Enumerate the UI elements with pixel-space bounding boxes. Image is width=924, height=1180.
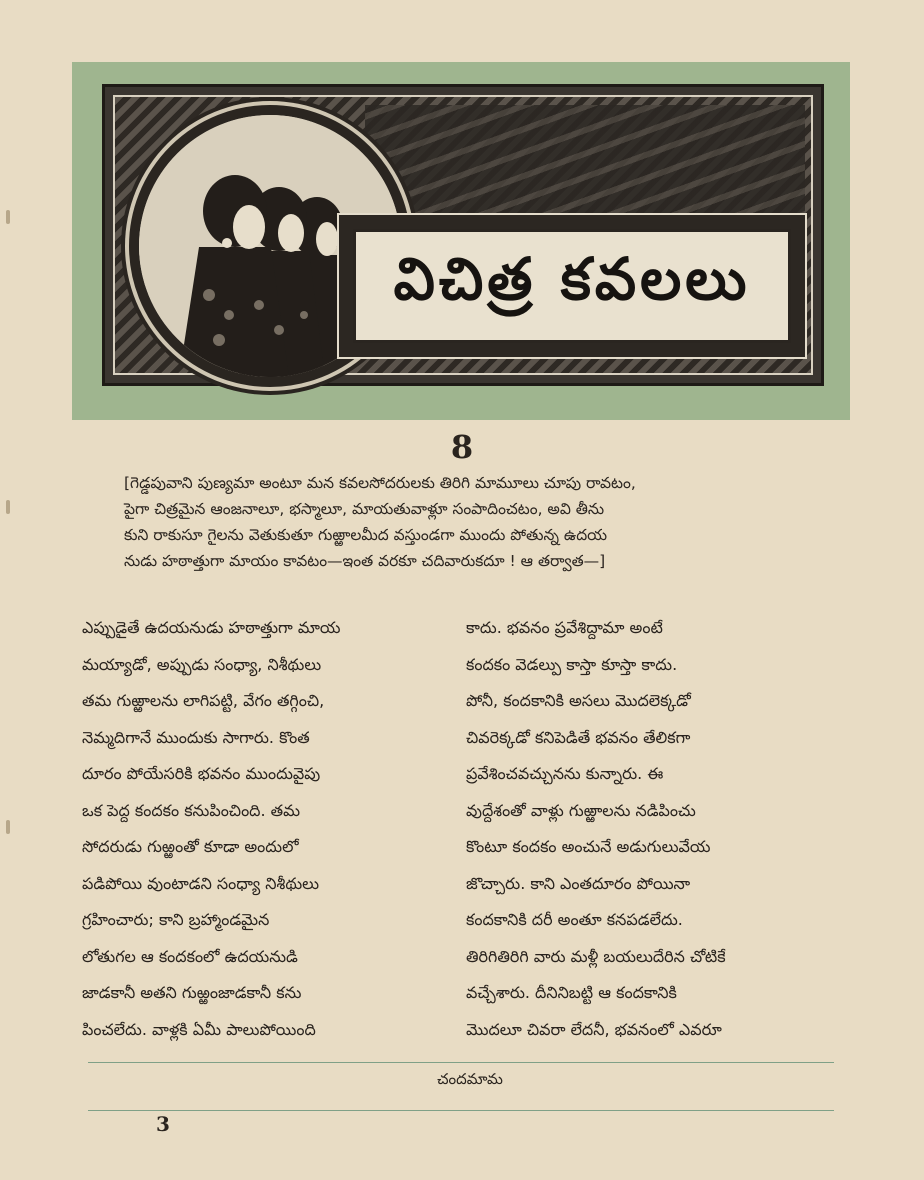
- footer-rule-bottom: [88, 1110, 834, 1111]
- text-line: దూరం పోయేసరికి భవనం ముందువైపు: [82, 764, 321, 783]
- text-line: లోతుగల ఆ కందకంలో ఉదయనుడి: [82, 946, 298, 966]
- text-line: వచ్చేశారు. దీనినిబట్టి ఆ కందకానికి: [466, 983, 677, 1002]
- right-column: [466, 610, 844, 1048]
- text-line: నెమ్మదిగానే ముందుకు సాగారు. కొంత: [82, 727, 310, 747]
- title-panel: [353, 229, 791, 343]
- summary-line: నుడు హఠాత్తుగా మాయం కావటం—ఇంత వరకూ చదివారుకదూ ! ఆ తర్వాత—]: [124, 552, 606, 570]
- page-number: 3: [156, 1112, 170, 1136]
- previous-summary: [124, 470, 824, 574]
- header-banner: [72, 62, 850, 420]
- text-line: కొంటూ కందకం అంచునే అడుగులువేయ: [466, 837, 711, 856]
- banner-frame: [102, 84, 824, 386]
- magazine-name: చందమామ: [437, 1070, 503, 1088]
- binding-mark: [6, 500, 10, 514]
- text-line: మొదలూ చివరా లేదనీ, భవనంలో ఎవరూ: [466, 1019, 722, 1039]
- story-title: విచిత్ర కవలలు: [393, 244, 751, 313]
- binding-mark: [6, 210, 10, 224]
- footer-rule-top: [88, 1062, 834, 1063]
- summary-line: [గెడ్డపువాని పుణ్యమా అంటూ మన కవలసోదరులకు తిరిగి మామూలు చూపు రావటం,: [124, 474, 636, 492]
- text-line: కందకం వెడల్పు కాస్తా కూస్తా కాదు.: [466, 654, 678, 674]
- binding-mark: [6, 820, 10, 834]
- text-line: చివరెక్కడో కనిపెడితే భవనం తేలికగా: [466, 727, 691, 747]
- text-line: జాడకానీ అతని గుఱ్ఱంజాడకానీ కను: [82, 983, 302, 1002]
- text-line: కందకానికి దరీ అంతూ కనపడలేదు.: [466, 910, 683, 929]
- text-line: తమ గుఱ్ఱాలను లాగిపట్టి, వేగం తగ్గించి,: [82, 691, 325, 710]
- summary-line: కుని రాకుసూ గైలను వెతుకుతూ గుఱ్ఱాలమీద వస్తుండగా ముందు పోతున్న ఉదయ: [124, 526, 608, 544]
- text-line: ఒక పెద్ద కందకం కనుపించింది. తమ: [82, 800, 301, 820]
- text-line: ప్రవేశించవచ్చునను కున్నారు. ఈ: [466, 764, 664, 783]
- text-line: గ్రహించారు; కాని బ్రహ్మాండమైన: [82, 910, 270, 929]
- text-line: పించలేదు. వాళ్లకి ఏమీ పాలుపోయింది: [82, 1019, 316, 1039]
- text-line: ఎప్పుడైతే ఉదయనుడు హఠాత్తుగా మాయ: [82, 618, 341, 637]
- text-line: జొచ్చారు. కాని ఎంతదూరం పోయినా: [466, 873, 691, 893]
- text-line: సోదరుడు గుఱ్ఱంతో కూడా అందులో: [82, 837, 299, 856]
- text-line: తిరిగితిరిగి వారు మళ్లీ బయలుదేరిన చోటికే: [466, 946, 726, 966]
- left-column: [82, 610, 460, 1048]
- text-line: పడిపోయి వుంటాడని సంధ్యా నిశీథులు: [82, 873, 320, 893]
- text-line: పోనీ, కందకానికి అసలు మొదలెక్కడో: [466, 691, 691, 710]
- text-line: కాదు. భవనం ప్రవేశిద్దామా అంటే: [466, 618, 663, 637]
- text-line: వుద్దేశంతో వాళ్లు గుఱ్ఱాలను నడిపించు: [466, 800, 696, 820]
- text-line: మయ్యాడో, అప్పుడు సంధ్యా, నిశీథులు: [82, 654, 322, 674]
- chapter-number: 8: [450, 428, 474, 466]
- summary-line: పైగా చిత్రమైన ఆంజనాలూ, భస్మాలూ, మాయతువాళ్లూ సంపాదించటం, అవి తీను: [124, 500, 605, 518]
- title-frame: [337, 213, 807, 359]
- sky-illustration: [365, 105, 805, 225]
